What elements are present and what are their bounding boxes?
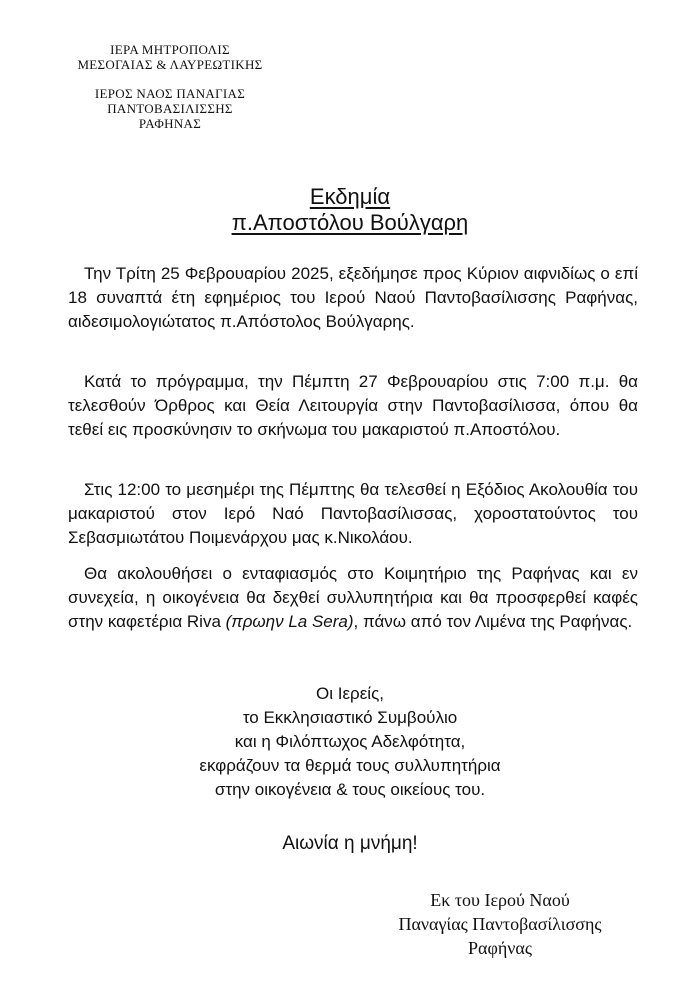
header-line: ΠΑΝΤΟΒΑΣΙΛΙΣΣΗΣ [107,101,233,116]
signature-block [380,888,620,960]
paragraph-funeral-service: Στις 12:00 το μεσημέρι της Πέμπτης θα τελεσθεί η Εξόδιος Ακολουθία του μακαριστού στον Ιερό Ναό Παντοβασίλισσας, χοροστατούντος του Σεβασμιωτάτου Ποιμενάρχου μας κ.Νικολάου. [68,480,638,547]
header-line: ΡΑΦΗΝΑΣ [138,116,202,131]
paragraph-burial: Θα ακολουθήσει ο ενταφιασμός στο Κοιμητήριο της Ραφήνας και εν συνεχεία, η οικογένεια θα δεχθεί συλλυπητήρια και θα προσφερθεί καφές στην καφετέρια Riva (πρωην La Sera), πάνω από τον Λιμένα της Ραφήνας. [68,564,638,631]
closing-line: στην οικογένεια & τους οικείους του. [214,780,486,799]
header-line: ΙΕΡΑ ΜΗΤΡΟΠΟΛΙΣ [110,42,230,57]
title-line: π.Αποστόλου Βούλγαρη [231,210,469,235]
paragraph-liturgy-schedule: Κατά το πρόγραμμα, την Πέμπτη 27 Φεβρουαρίου στις 7:00 π.μ. θα τελεσθούν Όρθρος και Θεία Λειτουργία στην Παντοβασίλισσα, όπου θα τεθεί εις προσκύνησιν το σκήνωμα του μακαριστού π.Αποστόλου. [68,372,638,439]
closing-line: Οι Ιερείς, [316,684,384,703]
signature-line: Παναγίας Παντοβασίλισσης [398,914,602,934]
closing-line: και η Φιλόπτωχος Αδελφότητα, [234,732,466,751]
title-line: Εκδημία [309,184,391,209]
header-line: ΙΕΡΟΣ ΝΑΟΣ ΠΑΝΑΓΙΑΣ [94,86,246,101]
former-cafe-name: (πρωην La Sera) [225,612,354,631]
signature-line: Εκ του Ιερού Ναού [430,890,570,910]
signature-line: Ραφήνας [468,938,532,958]
header-line: ΜΕΣΟΓΑΙΑΣ & ΛΑΥΡΕΩΤΙΚΗΣ [77,57,263,72]
church-header [40,86,300,131]
paragraph-death-notice: Την Τρίτη 25 Φεβρουαρίου 2025, εξεδήμησε προς Κύριον αιφνιδίως ο επί 18 συναπτά έτη εφημέριος του Ιερού Ναού Παντοβασίλισσης Ραφήνας, αιδεσιμολογιώτατος π.Απόστολος Βούλγαρης. [68,264,638,331]
metropolis-header [40,42,300,72]
farewell-line: Αιωνία η μνήμη! [282,833,418,854]
condolences-block [0,682,700,802]
closing-line: το Εκκλησιαστικό Συμβούλιο [242,708,458,727]
closing-line: εκφράζουν τα θερμά τους συλλυπητήρια [199,756,501,775]
announcement-title [0,184,700,236]
